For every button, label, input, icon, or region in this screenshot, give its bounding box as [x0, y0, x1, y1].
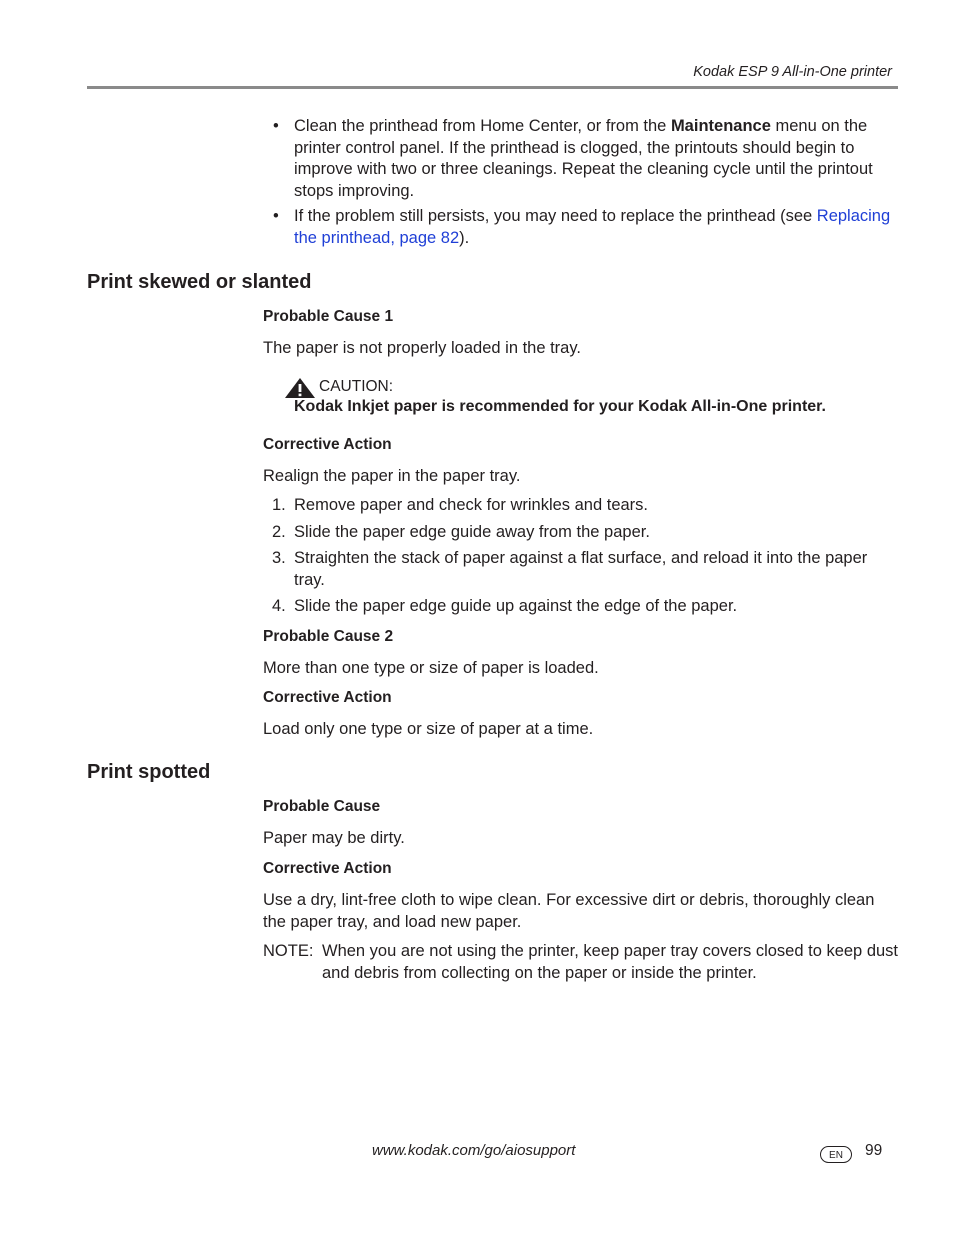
- bullet-text: ).: [459, 228, 470, 247]
- step-number: 4.: [272, 597, 286, 615]
- corrective-action-2-heading: Corrective Action: [263, 689, 392, 706]
- running-header-title: Kodak ESP 9 All-in-One printer: [693, 64, 892, 80]
- bullet-mark: •: [273, 207, 279, 225]
- bullet-text: Clean the printhead from Home Center, or from the: [294, 117, 671, 135]
- step-number: 1.: [272, 496, 286, 514]
- probable-cause-heading: Probable Cause: [263, 798, 381, 815]
- note-text: When you are not using the printer, keep paper tray covers closed to keep dust and debris from collecting on the paper or inside the printer.: [322, 942, 899, 982]
- step-text: Straighten the stack of paper against a flat surface, and reload it into the paper tray.: [294, 549, 868, 589]
- step-text: Slide the paper edge guide up against the edge of the paper.: [294, 597, 738, 615]
- note-label: NOTE:: [263, 942, 314, 960]
- list-item: [263, 495, 898, 517]
- probable-cause-1-heading: Probable Cause 1: [263, 308, 394, 325]
- probable-cause-2-heading: Probable Cause 2: [263, 628, 394, 645]
- replace-printhead-link[interactable]: Replacing the printhead, page 82: [294, 207, 891, 247]
- corrective-action-1-text: Realign the paper in the paper tray.: [263, 467, 521, 485]
- probable-cause-1-text: The paper is not properly loaded in the tray.: [263, 339, 581, 357]
- bullet-mark: •: [273, 117, 279, 135]
- step-text: Slide the paper edge guide away from the paper.: [294, 522, 650, 541]
- bullet-bold-text: Maintenance: [670, 117, 771, 135]
- step-text: Remove paper and check for wrinkles and tears.: [294, 496, 649, 514]
- intro-bullet-list: [263, 116, 898, 253]
- list-item: [263, 596, 898, 618]
- caution-label: CAUTION:: [319, 378, 394, 395]
- footer-support-url[interactable]: www.kodak.com/go/aiosupport: [372, 1142, 576, 1159]
- list-item: [263, 116, 898, 202]
- page-number: 99: [865, 1142, 883, 1159]
- bullet-text: menu on the printer control panel. If the printhead is clogged, the printouts should begin to improve with two or three cleanings. Repeat the cleaning cycle until the printout stops improving.: [294, 117, 873, 200]
- list-item: [263, 548, 898, 591]
- caution-icon: [284, 377, 316, 399]
- section-title-print-spotted: Print spotted: [87, 761, 211, 783]
- probable-cause-2-text: More than one type or size of paper is loaded.: [263, 659, 599, 677]
- corrective-action-1-heading: Corrective Action: [263, 436, 392, 453]
- step-number: 2.: [272, 522, 286, 541]
- list-item: [263, 206, 898, 249]
- caution-text: Kodak Inkjet paper is recommended for your Kodak All-in-One printer.: [294, 398, 826, 415]
- list-item: [263, 522, 898, 544]
- bullet-text: If the problem still persists, you may need to replace the printhead (see: [294, 207, 817, 225]
- language-badge: EN: [820, 1146, 852, 1163]
- step-number: 3.: [272, 549, 286, 567]
- header-rule: [87, 86, 898, 89]
- corrective-action-2-text: Load only one type or size of paper at a time.: [263, 720, 594, 738]
- steps-list: [263, 495, 898, 623]
- note-block: [263, 941, 898, 984]
- corrective-action-text: Use a dry, lint-free cloth to wipe clean. For excessive dirt or debris, thoroughly clean the paper tray, and load new paper.: [263, 891, 875, 931]
- corrective-action-heading: Corrective Action: [263, 860, 392, 877]
- section-title-print-skewed: Print skewed or slanted: [87, 271, 312, 293]
- probable-cause-text: Paper may be dirty.: [263, 829, 405, 847]
